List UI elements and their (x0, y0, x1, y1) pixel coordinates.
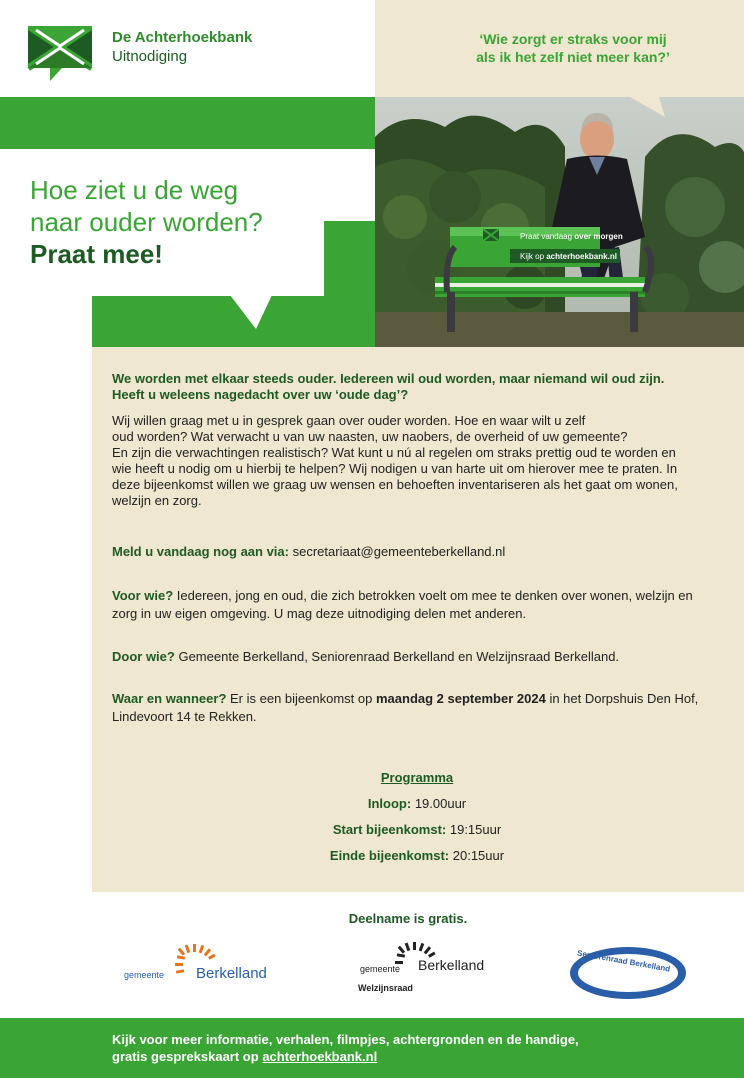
event-date: maandag 2 september 2024 (376, 691, 546, 706)
program-row-label: Start bijeenkomst: (332, 822, 447, 837)
where-when-label: Waar en wanneer? (112, 691, 227, 706)
hero-green-band (0, 97, 375, 149)
signup-paragraph (112, 543, 717, 561)
gemeente-berkelland-logo (122, 944, 282, 990)
achterhoekbank-link[interactable]: achterhoekbank.nl (262, 1049, 378, 1064)
svg-text:Praat vandaag over morgen (520, 232, 623, 241)
bottom-line-prefix: gratis gesprekskaart op (112, 1049, 259, 1064)
for-whom-text: Iedereen, jong en oud, die zich betrokken voelt om mee te denken over wonen, welzijn en zorg in uw eigen omgeving. U mag deze uitnodiging delen met anderen. (112, 588, 693, 621)
bench-sign-text: over morgen (574, 232, 623, 241)
signup-label: Meld u vandaag nog aan via: (112, 544, 289, 559)
seniorenraad-logo (566, 938, 696, 1008)
hero-photo (375, 97, 744, 347)
for-whom-label: Voor wie? (112, 588, 174, 603)
hero-title-line: naar ouder worden? (30, 207, 263, 237)
by-whom-text: Gemeente Berkelland, Seniorenraad Berkelland en Welzijnsraad Berkelland. (178, 649, 620, 664)
body-line: deze bijeenkomst willen we graag uw wensen en behoeften inventariseren als het gaat om wonen, (112, 477, 678, 492)
intro-line: Heeft u weleens nagedacht over uw ‘oude dag’? (112, 387, 409, 402)
bench-sign-text: Praat vandaag (520, 232, 575, 241)
achterhoekbank-logo-icon (28, 26, 92, 81)
slogan (428, 30, 718, 66)
body-line: wie heeft u nodig om u hierbij te helpen? Wij nodigen u van harte uit om hierover mee te praten. In (112, 461, 678, 476)
logo-gemeente-text: gemeente (124, 970, 165, 980)
bottom-info-text (112, 1031, 712, 1065)
slogan-line: ‘Wie zorgt er straks voor mij (479, 31, 667, 47)
logo-welzijnsraad-text: Welzijnsraad (358, 983, 413, 993)
program-title: Programma (380, 770, 454, 785)
by-whom-paragraph (112, 648, 717, 666)
bottom-line: Kijk voor meer informatie, verhalen, filmpjes, achtergronden en de handige, (112, 1032, 579, 1047)
logo-senioren-bottom-text: Senioren Samen Sterk (578, 972, 649, 992)
brand-subtitle: Uitnodiging (112, 48, 188, 65)
logo-gemeente-text: gemeente (360, 964, 401, 974)
program-row-time: 20:15uur (452, 848, 505, 863)
body-text (112, 413, 720, 509)
where-when-paragraph (112, 690, 717, 726)
program-row-time: 19.00uur (414, 796, 467, 811)
body-line: Wij willen graag met u in gesprek gaan over ouder worden. Hoe en waar wilt u zelf (112, 413, 586, 428)
program-row (280, 843, 554, 869)
by-whom-label: Door wie? (112, 649, 175, 664)
program-row (280, 817, 554, 843)
man-on-bench-photo (375, 97, 744, 347)
free-participation-note: Deelname is gratis. (348, 911, 468, 926)
program-row-label: Einde bijeenkomst: (329, 848, 450, 863)
body-line: En zijn die verwachtingen realistisch? Wat kunt u nú al regelen om straks prettig oud te worden en (112, 445, 676, 460)
slogan-line: als ik het zelf niet meer kan?’ (476, 49, 670, 65)
hero-title-line: Hoe ziet u de weg (30, 175, 239, 205)
body-line: oud worden? Wat verwacht u van uw naasten, uw naobers, de overheid of uw gemeente? (112, 429, 628, 444)
body-line: welzijn en zorg. (112, 493, 202, 508)
for-whom-paragraph (112, 587, 717, 623)
where-when-text: Er is een bijeenkomst op (230, 691, 373, 706)
logo-senioren-top-text: Seniorenraad Berkelland (576, 948, 671, 974)
hero-title (30, 174, 263, 270)
intro-text (112, 371, 712, 403)
speech-bubble-tail (226, 295, 276, 329)
svg-text:Kijk op achterhoekbank.nl (520, 252, 617, 261)
welzijnsraad-logo (356, 940, 496, 996)
program-row-label: Inloop: (367, 796, 412, 811)
program-block (280, 765, 554, 869)
bench-sign-text: Kijk op (520, 252, 547, 261)
brand-name: De Achterhoekbank (112, 29, 253, 46)
signup-email[interactable]: secretariaat@gemeenteberkelland.nl (292, 544, 506, 559)
program-row (280, 791, 554, 817)
logo-berkelland-text: Berkelland (418, 957, 485, 973)
bench-sign-text: achterhoekbank.nl (546, 252, 617, 261)
logo-berkelland-text: Berkelland (196, 965, 267, 982)
bottom-line (112, 1048, 712, 1065)
program-row-time: 19:15uur (449, 822, 502, 837)
hero-title-callout: Praat mee! (30, 239, 163, 269)
where-when-location: in het Dorpshuis Den Hof, Lindevoort 14 te Rekken. (112, 691, 699, 724)
intro-line: We worden met elkaar steeds ouder. Iedereen wil oud worden, maar niemand wil oud zijn. (112, 371, 665, 386)
